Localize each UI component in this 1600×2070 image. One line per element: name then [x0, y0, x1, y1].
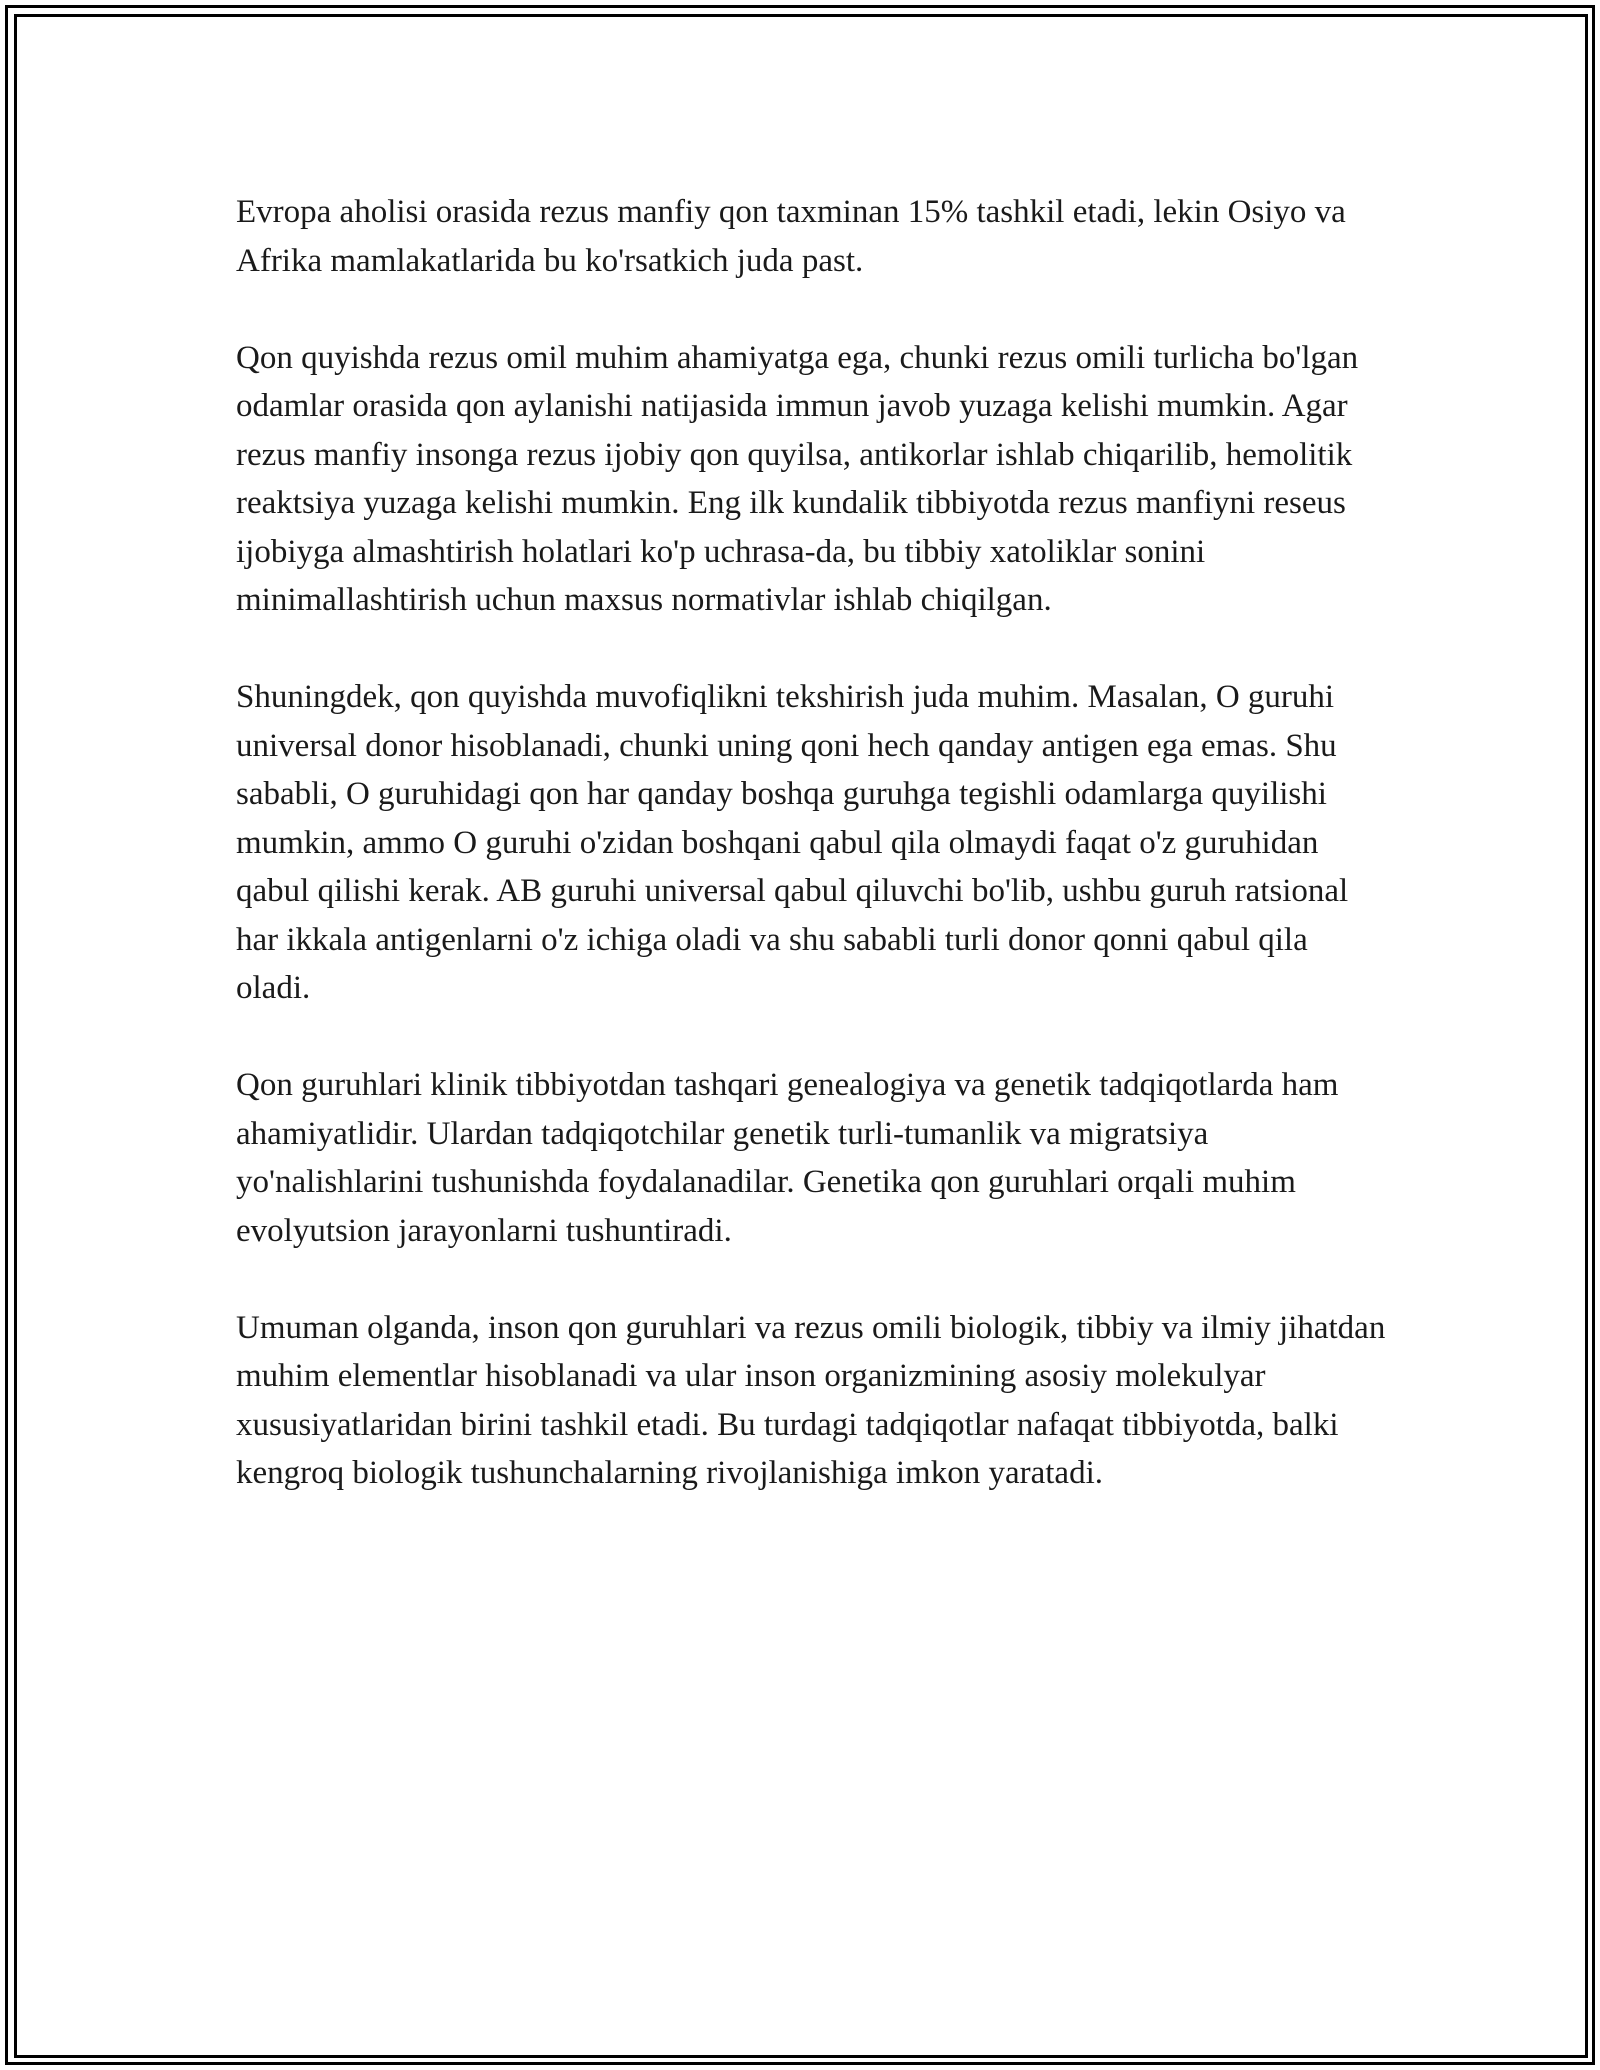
paragraph-genealogy-genetics: Qon guruhlari klinik tibbiyotdan tashqari genealogiya va genetik tadqiqotlarda ham ahamiyatlidir. Ulardan tadqiqotchilar genetik turli-tumanlik va migratsiya yo'nalishlarini tushunishda foydalanadilar. Genetika qon guruhlari orqali muhim evolyutsion jarayonlarni tushuntiradi.: [236, 1067, 1339, 1249]
paragraph-rh-negative-europe: Evropa aholisi orasida rezus manfiy qon taxminan 15% tashkil etadi, lekin Osiyo va Afrika mamlakatlarida bu ko'rsatkich juda past.: [236, 194, 1346, 279]
paragraph-transfusion-rh-factor: Qon quyishda rezus omil muhim ahamiyatga ega, chunki rezus omili turlicha bo'lgan odamlar orasida qon aylanishi natijasida immun javob yuzaga kelishi mumkin. Agar rezus manfiy insonga rezus ijobiy qon quyilsa, antikorlar ishlab chiqarilib, hemolitik reaktsiya yuzaga kelishi mumkin. Eng ilk kundalik tibbiyotda rezus manfiyni reseus ijobiyga almashtirish holatlari ko'p uchrasa-da, bu tibbiy xatoliklar sonini minimallashtirish uchun maxsus normativlar ishlab chiqilgan.: [236, 339, 1359, 618]
document-body: [236, 188, 1386, 1498]
paragraph-conclusion: Umuman olganda, inson qon guruhlari va rezus omili biologik, tibbiy va ilmiy jihatdan muhim elementlar hisoblanadi va ular inson organizmining asosiy molekulyar xususiyatlaridan birini tashkil etadi. Bu turdagi tadqiqotlar nafaqat tibbiyotda, balki kengroq biologik tushunchalarning rivojlanishiga imkon yaratadi.: [236, 1309, 1386, 1491]
paragraph-compatibility-check: Shuningdek, qon quyishda muvofiqlikni tekshirish juda muhim. Masalan, O guruhi universal donor hisoblanadi, chunki uning qoni hech qanday antigen ega emas. Shu sababli, O guruhidagi qon har qanday boshqa guruhga tegishli odamlarga quyilishi mumkin, ammo O guruhi o'zidan boshqani qabul qila olmaydi faqat o'z guruhidan qabul qilishi kerak. AB guruhi universal qabul qiluvchi bo'lib, ushbu guruh ratsional har ikkala antigenlarni o'z ichiga oladi va shu sababli turli donor qonni qabul qila oladi.: [236, 679, 1349, 1006]
